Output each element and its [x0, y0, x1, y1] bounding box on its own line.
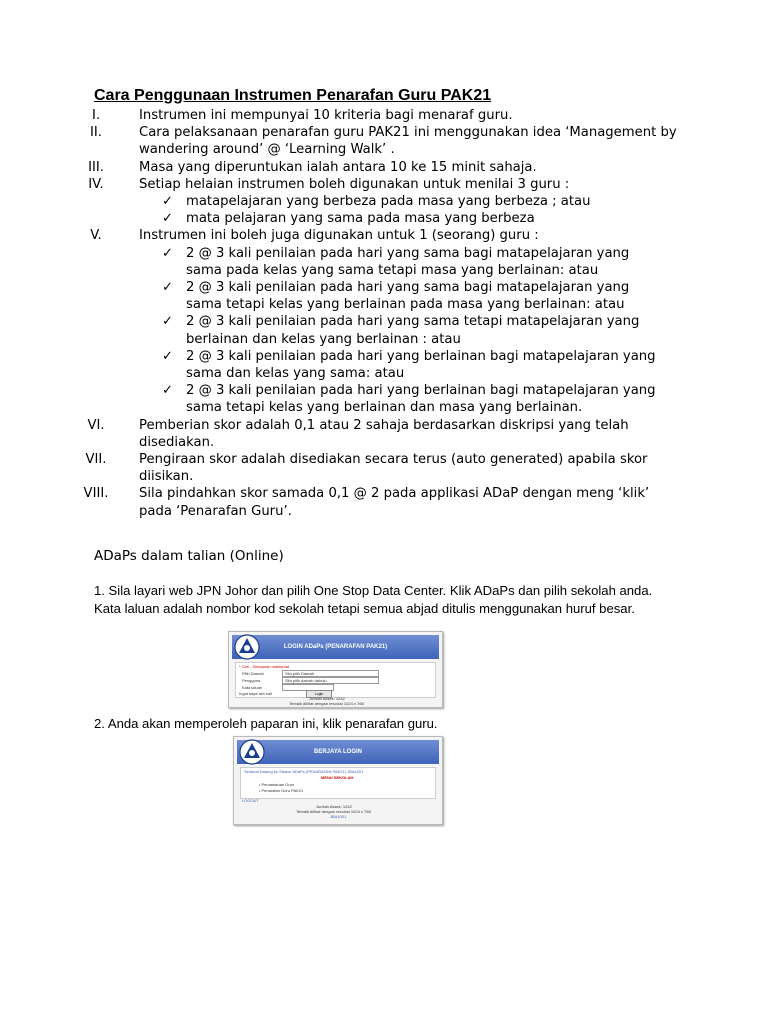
- checkmark-icon: ✓: [162, 314, 174, 330]
- login-screenshot: [228, 631, 443, 708]
- step-2-text: 2. Anda akan memperoleh paparan ini, klik penarafan guru.: [94, 716, 438, 731]
- login-header: LOGIN ADaPs (PENARAFAN PAK21): [232, 635, 439, 659]
- sub-list-item-text: mata pelajaran yang sama pada masa yang berbeza: [186, 211, 535, 227]
- login-footer: Terbaik dilihat dengan resolusi 1024 x 768: [289, 701, 364, 706]
- sub-list-item-text: 2 @ 3 kali penilaian pada hari yang sama tetapi matapelajaran yang berlainan dan kelas yang berlainan : atau: [186, 314, 640, 347]
- success-counter: Jumlah Akses: 1242: [316, 804, 352, 809]
- select-pengguna[interactable]: [282, 677, 379, 684]
- sub-list-item: [0, 210, 768, 227]
- checkmark-icon: ✓: [162, 245, 174, 261]
- list-item: [0, 485, 768, 519]
- select-daerah[interactable]: [282, 670, 379, 677]
- section-heading: ADaPs dalam talian (Online): [94, 548, 284, 564]
- login-form: [235, 662, 436, 698]
- remember-label: Ingat saya lain kali: [239, 691, 272, 696]
- sub-list-item-text: 2 @ 3 kali penilaian pada hari yang berlainan bagi matapelajaran yang sama dan kelas yang sama: atau: [186, 348, 656, 382]
- list-item-text: Pemberian skor adalah 0,1 atau 2 sahaja berdasarkan diskripsi yang telah disediakan.: [139, 417, 629, 450]
- login-counter: Jumlah Akses: 1242: [309, 696, 345, 701]
- list-item: [0, 227, 768, 244]
- login-note: * Cari - Simpanan maklumat: [239, 664, 290, 669]
- list-item-text: Sila pindahkan skor samada 0,1 @ 2 pada applikasi ADaP dengan meng ‘klik’ pada ‘Penarafan Guru’.: [139, 486, 650, 519]
- checkmark-icon: ✓: [162, 211, 174, 227]
- list-item-text: Pengiraan skor adalah disediakan secara terus (auto generated) apabila skor diisikan.: [139, 452, 648, 485]
- list-item-number: III.: [88, 159, 104, 175]
- list-item-number: II.: [90, 125, 102, 141]
- sub-list-item: [0, 193, 768, 210]
- menu-item-pemantauan-label: Pemantauan Guru: [261, 782, 295, 787]
- list-item-text: Masa yang diperuntukan ialah antara 10 ke 15 minit sahaja.: [139, 159, 537, 175]
- list-item: [0, 124, 768, 158]
- list-item-text: Cara pelaksanaan penarafan guru PAK21 ini menggunakan idea ‘Management by wandering around’ @ ‘Learning Walk’ .: [139, 125, 677, 158]
- label-kata-laluan: Kata laluan: [242, 685, 263, 690]
- list-item: [0, 451, 768, 485]
- select-pengguna-value: Sila pilih daerah dahulu: [285, 678, 327, 683]
- label-pengguna: Pengguna: [242, 678, 261, 683]
- success-panel: [240, 767, 436, 799]
- list-item: [0, 176, 768, 193]
- sub-list-item: [0, 279, 768, 313]
- login-button[interactable]: Login: [306, 690, 332, 698]
- list-item-text: Instrumen ini boleh juga digunakan untuk 1 (seorang) guru :: [139, 228, 539, 244]
- welcome-text: Selamat Datang ke Sistem ADaPs (PENARAFAN PAK21) JBA1001: [244, 769, 364, 774]
- success-screenshot: [233, 736, 443, 825]
- list-item-number: VIII.: [83, 486, 109, 502]
- sub-list-item-text: 2 @ 3 kali penilaian pada hari yang sama bagi matapelajaran yang sama tetapi kelas yang berlainan pada masa yang berlainan: atau: [186, 280, 630, 313]
- sub-list-item-text: 2 @ 3 kali penilaian pada hari yang sama bagi matapelajaran yang sama pada kelas yang sama tetapi masa yang berlainan: atau: [186, 245, 630, 278]
- menu-item-penarafan-label: Penarafan Guru PAK21: [261, 788, 304, 793]
- list-item-number: VI.: [87, 417, 105, 433]
- list-item-number: I.: [91, 108, 101, 123]
- sub-list-item: [0, 382, 768, 416]
- list-item-text: Setiap helaian instrumen boleh digunakan untuk menilai 3 guru :: [139, 176, 570, 192]
- list-item: [0, 107, 768, 124]
- list-item-number: V.: [90, 228, 102, 244]
- sub-list-item: [0, 313, 768, 347]
- label-daerah: Pilih Daerah: [242, 671, 264, 676]
- step-1-text: 1. Sila layari web JPN Johor dan pilih One Stop Data Center. Klik ADaPs dan pilih sekolah anda. Kata laluan adalah nombor kod sekolah tetapi semua abjad ditulis menggunakan huruf besar.: [94, 583, 653, 616]
- logout-link[interactable]: LOGOUT: [242, 798, 259, 803]
- list-item: [0, 159, 768, 176]
- success-footer-code: JBA1001: [330, 814, 347, 819]
- jpn-logo-icon: [239, 739, 265, 765]
- jpn-logo-icon: [234, 634, 260, 660]
- instruction-list: [0, 107, 768, 520]
- list-item-text: Instrumen ini mempunyai 10 kriteria bagi menaraf guru.: [139, 108, 513, 123]
- sub-list-item-text: 2 @ 3 kali penilaian pada hari yang berlainan bagi matapelajaran yang sama tetapi kelas yang berlainan dan masa yang berlainan.: [186, 383, 656, 416]
- sub-list-item: [0, 245, 768, 279]
- sub-list-item-text: matapelajaran yang berbeza pada masa yang berbeza ; atau: [186, 194, 591, 210]
- checkmark-icon: ✓: [162, 348, 174, 364]
- success-header: BERJAYA LOGIN: [237, 740, 439, 764]
- list-item: [0, 417, 768, 451]
- sub-list-item: [0, 348, 768, 382]
- select-daerah-value: Sila pilih Daerah: [285, 671, 315, 676]
- checkmark-icon: ✓: [162, 280, 174, 296]
- checkmark-icon: ✓: [162, 383, 174, 399]
- document-title: Cara Penggunaan Instrumen Penarafan Guru PAK21: [94, 87, 492, 104]
- menu-title: MENU SEKOLAH: [321, 775, 354, 780]
- checkmark-icon: ✓: [162, 194, 174, 210]
- menu-item-pemantauan[interactable]: • Pemantauan Guru: [259, 782, 295, 787]
- success-footer: Terbaik dilihat dengan resolusi 1024 x 768: [296, 809, 371, 814]
- list-item-number: VII.: [85, 452, 107, 468]
- list-item-number: IV.: [88, 176, 104, 192]
- menu-item-penarafan[interactable]: • Penarafan Guru PAK21: [259, 788, 304, 793]
